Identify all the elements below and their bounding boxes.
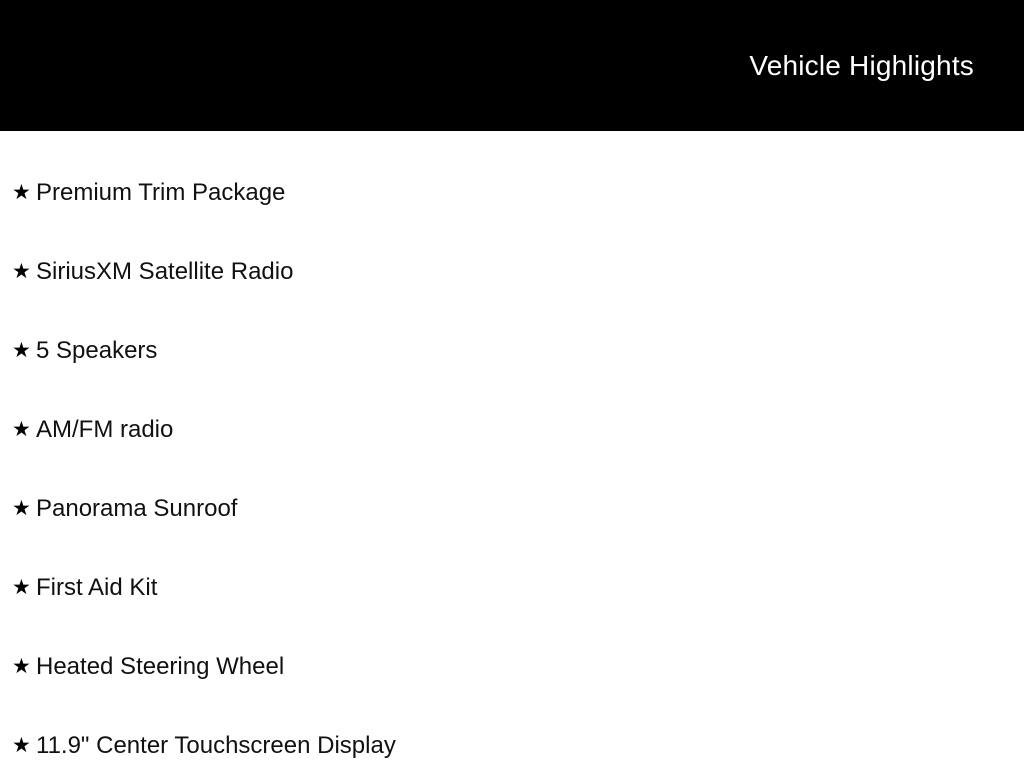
highlights-list (0, 131, 1024, 768)
highlight-label: First Aid Kit (36, 573, 158, 601)
star-icon: ★ (12, 734, 31, 757)
list-item (0, 469, 1024, 548)
list-item (0, 706, 1024, 768)
highlight-label: Premium Trim Package (36, 178, 286, 206)
list-item (0, 153, 1024, 232)
highlight-label: Heated Steering Wheel (36, 652, 285, 680)
list-item (0, 232, 1024, 311)
star-icon: ★ (12, 576, 31, 599)
star-icon: ★ (12, 260, 31, 283)
star-icon: ★ (12, 418, 31, 441)
highlight-label: Panorama Sunroof (36, 494, 238, 522)
header-bar (0, 0, 1024, 131)
highlight-label: AM/FM radio (36, 415, 174, 443)
star-icon: ★ (12, 339, 31, 362)
star-icon: ★ (12, 655, 31, 678)
star-icon: ★ (12, 497, 31, 520)
star-icon: ★ (12, 181, 31, 204)
list-item (0, 627, 1024, 706)
list-item (0, 548, 1024, 627)
highlight-label: 5 Speakers (36, 336, 158, 364)
highlight-label: SiriusXM Satellite Radio (36, 257, 294, 285)
highlight-label: 11.9" Center Touchscreen Display (36, 731, 396, 759)
page-title: Vehicle Highlights (749, 49, 974, 81)
list-item (0, 311, 1024, 390)
list-item (0, 390, 1024, 469)
